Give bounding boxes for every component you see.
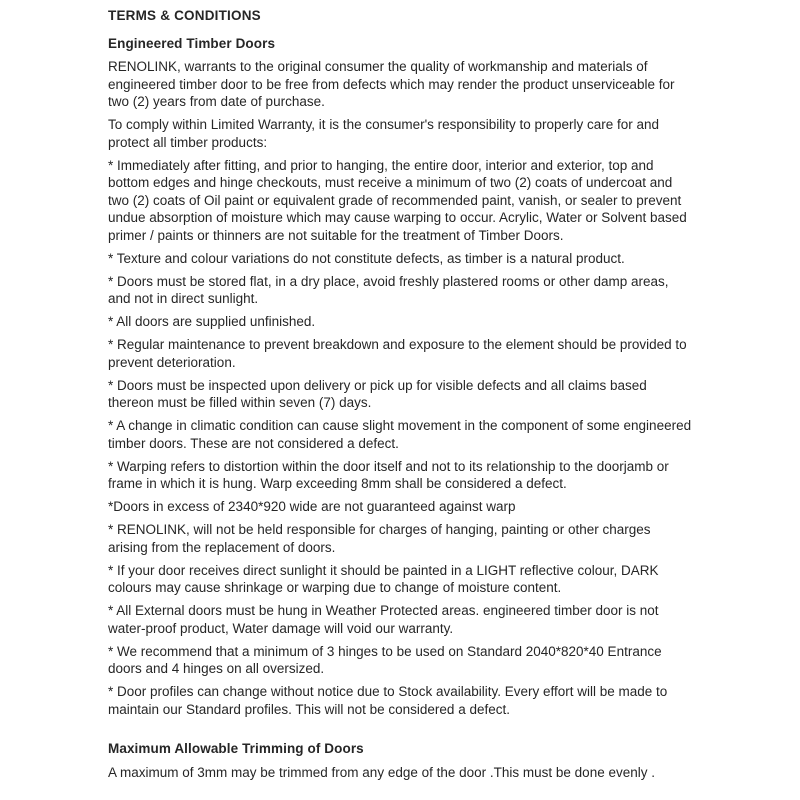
paragraph-bullet-unfinished: * All doors are supplied unfinished. — [108, 314, 316, 329]
paragraph-bullet-maintenance: * Regular maintenance to prevent breakdown and exposure to the element should be provided to prevent deterioration. — [108, 337, 687, 370]
section-heading-engineered-timber-doors: Engineered Timber Doors — [108, 35, 276, 51]
paragraph-bullet-profiles: * Door profiles can change without notice due to Stock availability. Every effort will be made to maintain our Standard profiles. This will not be considered a defect. — [108, 684, 668, 717]
paragraph-bullet-painting: * Immediately after fitting, and prior to hanging, the entire door, interior and exterior, top and bottom edges and hinge checkouts, must receive a minimum of two (2) coats of undercoat and two (2) coats of Oil paint or equivalent grade of recommended paint, vanish, or sealer to prevent undue absorption of moisture which may cause warping to occur. Acrylic, Water or Solvent based primer / paints or thinners are not suitable for the treatment of Timber Doors. — [108, 157, 687, 243]
paragraph-comply-intro: To comply within Limited Warranty, it is the consumer's responsibility to properly care for and protect all timber products: — [108, 117, 660, 150]
document-title: TERMS & CONDITIONS — [108, 8, 261, 23]
paragraph-bullet-sunlight-colour: * If your door receives direct sunlight it should be painted in a LIGHT reflective colour, DARK colours may cause shrinkage or warping due to change of moisture content. — [108, 562, 659, 595]
paragraph-bullet-weather-protected: * All External doors must be hung in Weather Protected areas. engineered timber door is not water-proof product, Water damage will void our warranty. — [108, 603, 659, 636]
paragraph-bullet-storage: * Doors must be stored flat, in a dry place, avoid freshly plastered rooms or other damp areas, and not in direct sunlight. — [108, 273, 669, 306]
paragraph-bullet-oversize-warp: *Doors in excess of 2340*920 wide are not guaranteed against warp — [108, 499, 516, 514]
paragraph-bullet-texture: * Texture and colour variations do not constitute defects, as timber is a natural product. — [108, 250, 625, 266]
paragraph-bullet-hinges: * We recommend that a minimum of 3 hinges to be used on Standard 2040*820*40 Entrance doors and 4 hinges on all oversized. — [108, 643, 662, 676]
paragraph-warranty-statement: RENOLINK, warrants to the original consumer the quality of workmanship and materials of engineered timber door to be free from defects which may render the product unserviceable for two (2) years from date of purchase. — [108, 59, 675, 109]
paragraph-bullet-inspection: * Doors must be inspected upon delivery or pick up for visible defects and all claims based thereon must be filled within seven (7) days. — [108, 377, 647, 410]
paragraph-trimming-rule: A maximum of 3mm may be trimmed from any edge of the door .This must be done evenly . — [108, 764, 655, 780]
paragraph-bullet-climatic: * A change in climatic condition can cause slight movement in the component of some engineered timber doors. These are not considered a defect. — [108, 418, 692, 451]
section-heading-maximum-allowable-trimming: Maximum Allowable Trimming of Doors — [108, 741, 364, 756]
paragraph-bullet-charges: * RENOLINK, will not be held responsible for charges of hanging, painting or other charges arising from the replacement of doors. — [108, 522, 651, 555]
paragraph-bullet-warping: * Warping refers to distortion within the door itself and not to its relationship to the doorjamb or frame in which it is hung. Warp exceeding 8mm shall be considered a defect. — [108, 458, 669, 491]
